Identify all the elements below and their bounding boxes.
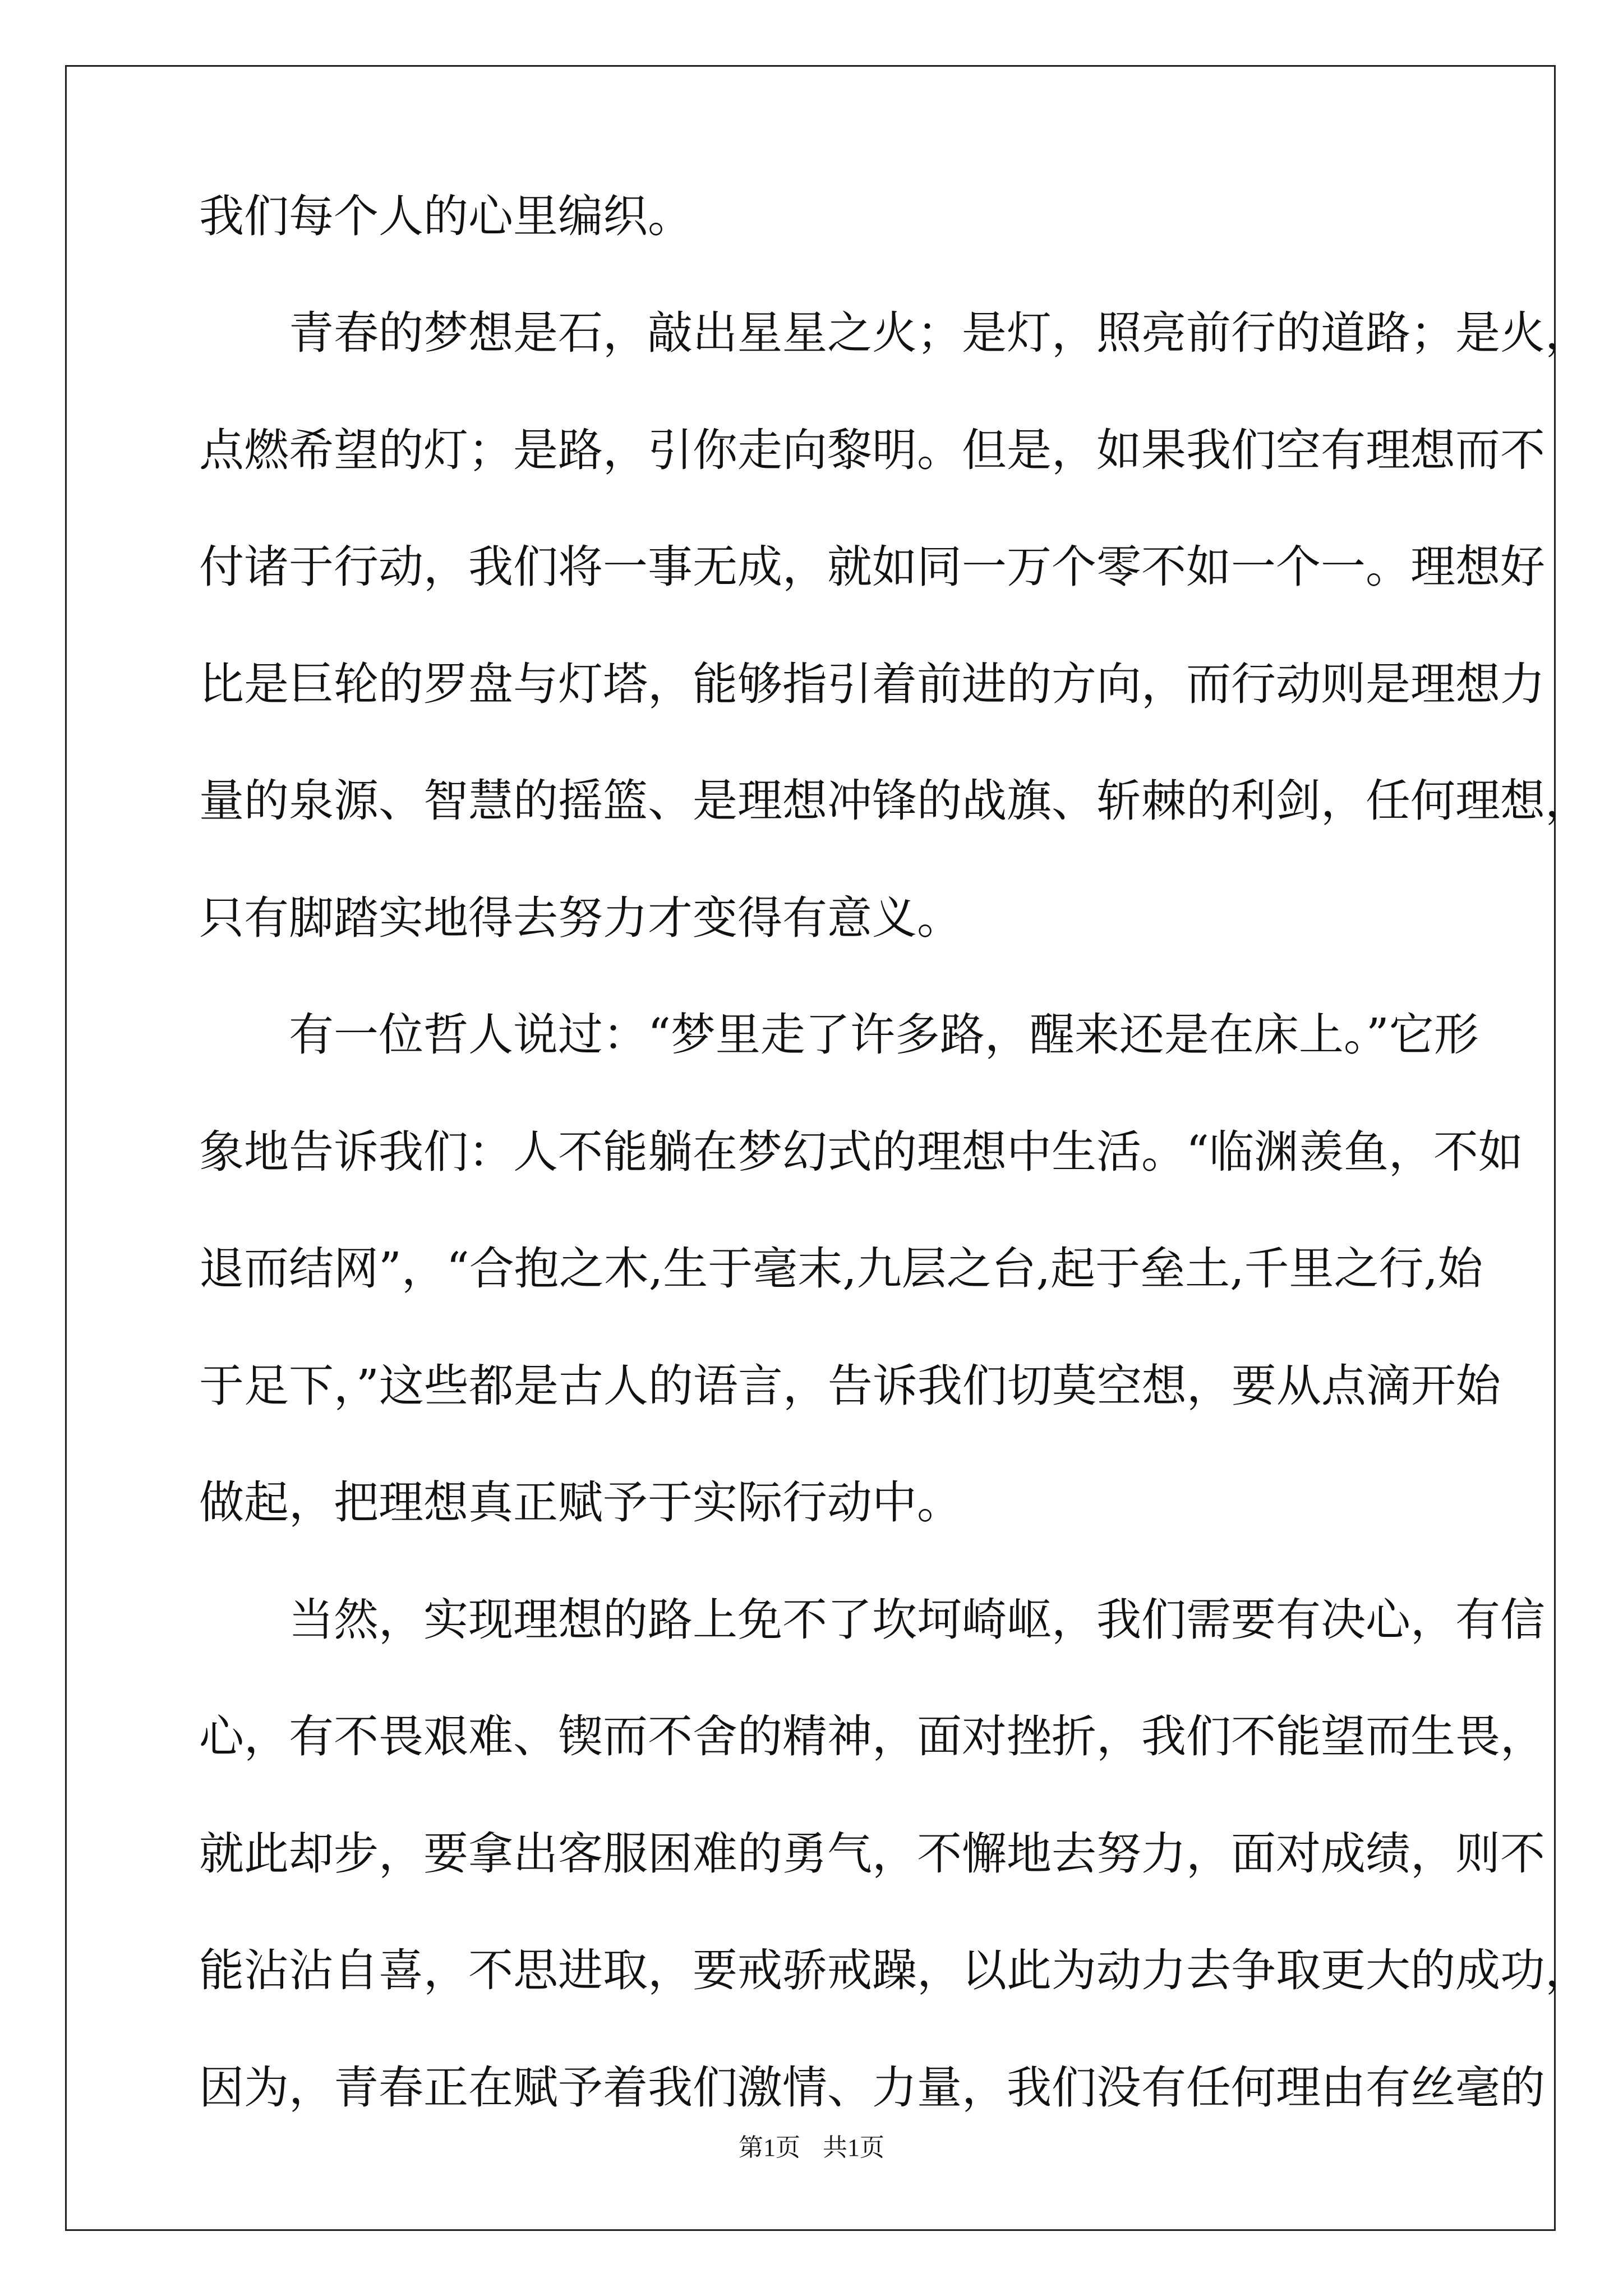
page-number: 第1页 xyxy=(739,2134,800,2161)
text-line: 青春的梦想是石，敲出星星之火；是灯，照亮前行的道路；是火， xyxy=(199,307,1590,359)
text-line: 于足下，”这些都是古人的语言，告诉我们切莫空想，要从点滴开始 xyxy=(199,1360,1501,1412)
text-line: 当然，实现理想的路上免不了坎坷崎岖，我们需要有决心，有信 xyxy=(199,1594,1545,1646)
page-total: 共1页 xyxy=(823,2134,884,2161)
text-line: 付诸于行动，我们将一事无成，就如同一万个零不如一个一。理想好 xyxy=(199,541,1545,593)
text-line: 因为，青春正在赋予着我们激情、力量，我们没有任何理由有丝毫的 xyxy=(199,2062,1545,2114)
text-line: 比是巨轮的罗盘与灯塔，能够指引着前进的方向，而行动则是理想力 xyxy=(199,658,1545,710)
text-line: 做起，把理想真正赋予于实际行动中。 xyxy=(199,1476,962,1529)
text-line: 就此却步，要拿出客服困难的勇气，不懈地去努力，面对成绩，则不 xyxy=(199,1828,1545,1880)
text-line: 象地告诉我们：人不能躺在梦幻式的理想中生活。“临渊羡鱼，不如 xyxy=(199,1126,1523,1178)
text-line: 量的泉源、智慧的摇篮、是理想冲锋的战旗、斩棘的利剑，任何理想， xyxy=(199,775,1590,827)
text-line: 我们每个人的心里编织。 xyxy=(199,190,693,242)
text-line: 能沾沾自喜，不思进取，要戒骄戒躁，以此为动力去争取更大的成功， xyxy=(199,1944,1590,1996)
text-line: 有一位哲人说过：“梦里走了许多路，醒来还是在床上。”它形 xyxy=(199,1009,1479,1061)
text-line: 心，有不畏艰难、锲而不舍的精神，面对挫折，我们不能望而生畏， xyxy=(199,1710,1545,1763)
page-footer xyxy=(0,2134,1623,2162)
text-line: 退而结网”，“合抱之木,生于毫末,九层之台,起于垒土,千里之行,始 xyxy=(199,1243,1483,1295)
text-line: 只有脚踏实地得去努力才变得有意义。 xyxy=(199,892,962,944)
text-line: 点燃希望的灯；是路，引你走向黎明。但是，如果我们空有理想而不 xyxy=(199,424,1545,476)
